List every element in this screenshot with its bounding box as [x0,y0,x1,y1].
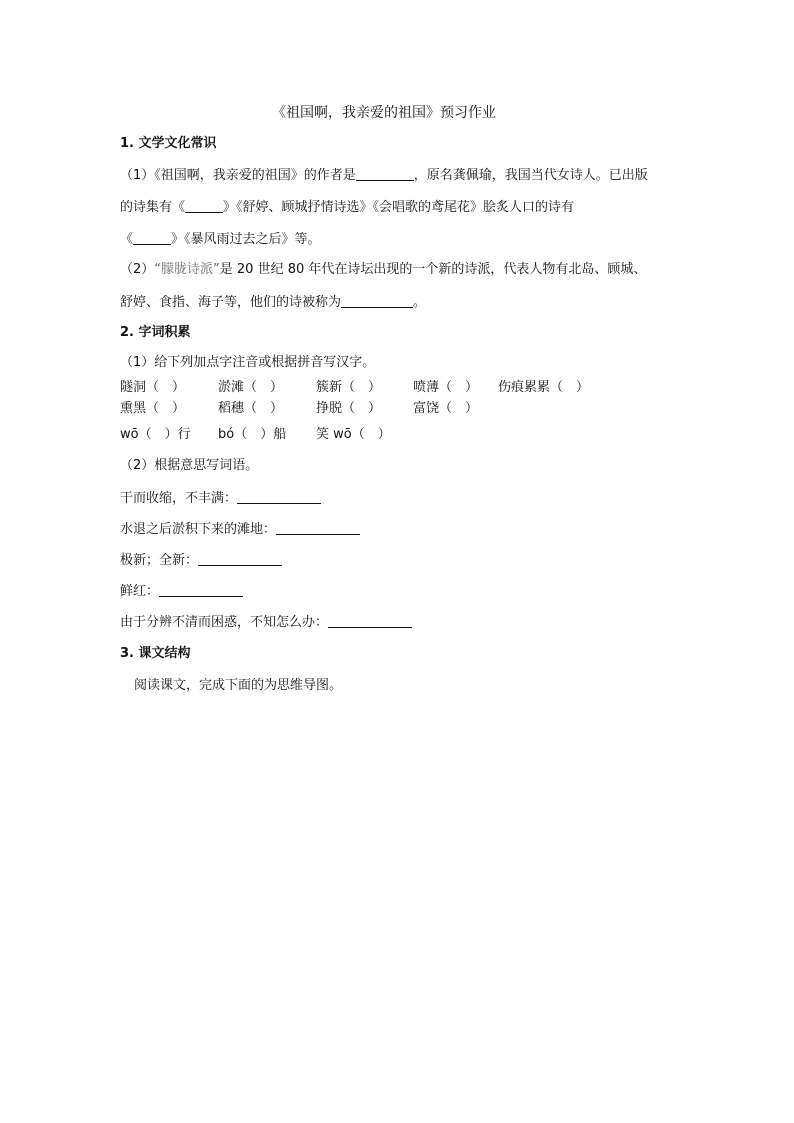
pinyin-item: 挣脱（ ） [316,401,382,416]
definition-text: 鲜红： [120,584,160,599]
answer-blank[interactable] [159,584,243,597]
question-1-2-line-1 [120,263,646,276]
question-1-1-line-2 [120,200,574,214]
pinyin-item: 稻穗（ ） [218,401,284,416]
question-2-1-prompt: （1）给下列加点字注音或根据拼音写汉字。 [120,355,376,370]
question-text: 舒婷、食指、海子等，他们的诗被称为 [120,295,342,310]
hanzi-item: 笑 wō（ ） [316,427,391,442]
answer-blank-collection[interactable] [185,200,223,213]
pinyin-item: 熏黑（ ） [120,401,186,416]
pinyin-item: 淤滩（ ） [218,380,284,395]
answer-blank[interactable] [328,615,412,628]
answer-blank-school-name[interactable] [341,295,413,308]
definition-item [120,615,412,629]
pinyin-item: 喷薄（ ） [413,380,479,395]
pinyin-item: 隧洞（ ） [120,380,186,395]
definition-text: 由于分辨不清而困惑，不知怎么办： [120,615,329,630]
definition-item [120,491,321,505]
definition-item [120,553,282,567]
question-text: ，原名龚佩瑜，我国当代女诗人。已出版 [413,168,648,183]
question-text: （1）《祖国啊，我亲爱的祖国》的作者是 [120,168,356,183]
section-2-heading: 2. 字词积累 [120,325,191,340]
definition-text: 水退之后淤积下来的滩地： [120,522,277,537]
question-text: 的诗集有《 [120,200,186,215]
page-title: 《祖国啊，我亲爱的祖国》预习作业 [272,105,496,121]
definition-item [120,522,360,536]
hanzi-item: wō（ ）行 [120,427,191,442]
answer-blank[interactable] [237,491,321,504]
answer-blank-author[interactable] [356,168,414,181]
question-text: 是 20 世纪 80 年代在诗坛出现的一个新的诗派，代表人物有北岛、顾城、 [219,262,647,277]
section-3-instruction: 阅读课文，完成下面的为思维导图。 [134,678,343,693]
pinyin-item: 簇新（ ） [316,380,382,395]
question-text: 。 [413,295,427,310]
question-1-2-line-2 [120,295,426,309]
question-1-1-line-3 [120,232,321,246]
answer-blank[interactable] [198,553,282,566]
definition-item [120,584,243,598]
question-text: 》《暴风雨过去之后》等。 [171,232,321,247]
definition-text: 干而收缩，不丰满： [120,491,238,506]
question-2-2-prompt: （2）根据意思写词语。 [120,458,259,473]
question-text: 《 [120,232,134,247]
quoted-term: “朦胧诗派” [154,262,220,277]
section-3-heading: 3. 课文结构 [120,646,191,661]
pinyin-item: 伤痕累累（ ） [498,380,590,395]
section-1-heading: 1. 文学文化常识 [120,136,217,151]
pinyin-item: 富饶（ ） [413,401,479,416]
definition-text: 极新；全新： [120,553,199,568]
answer-blank-poem[interactable] [133,232,171,245]
answer-blank[interactable] [276,522,360,535]
question-text: 》《舒婷、顾城抒情诗选》《会唱歌的鸢尾花》脍炙人口的诗有 [223,200,575,215]
question-1-1-line-1 [120,168,648,182]
question-text: （2） [120,262,155,277]
hanzi-item: bó（ ）船 [218,427,287,442]
